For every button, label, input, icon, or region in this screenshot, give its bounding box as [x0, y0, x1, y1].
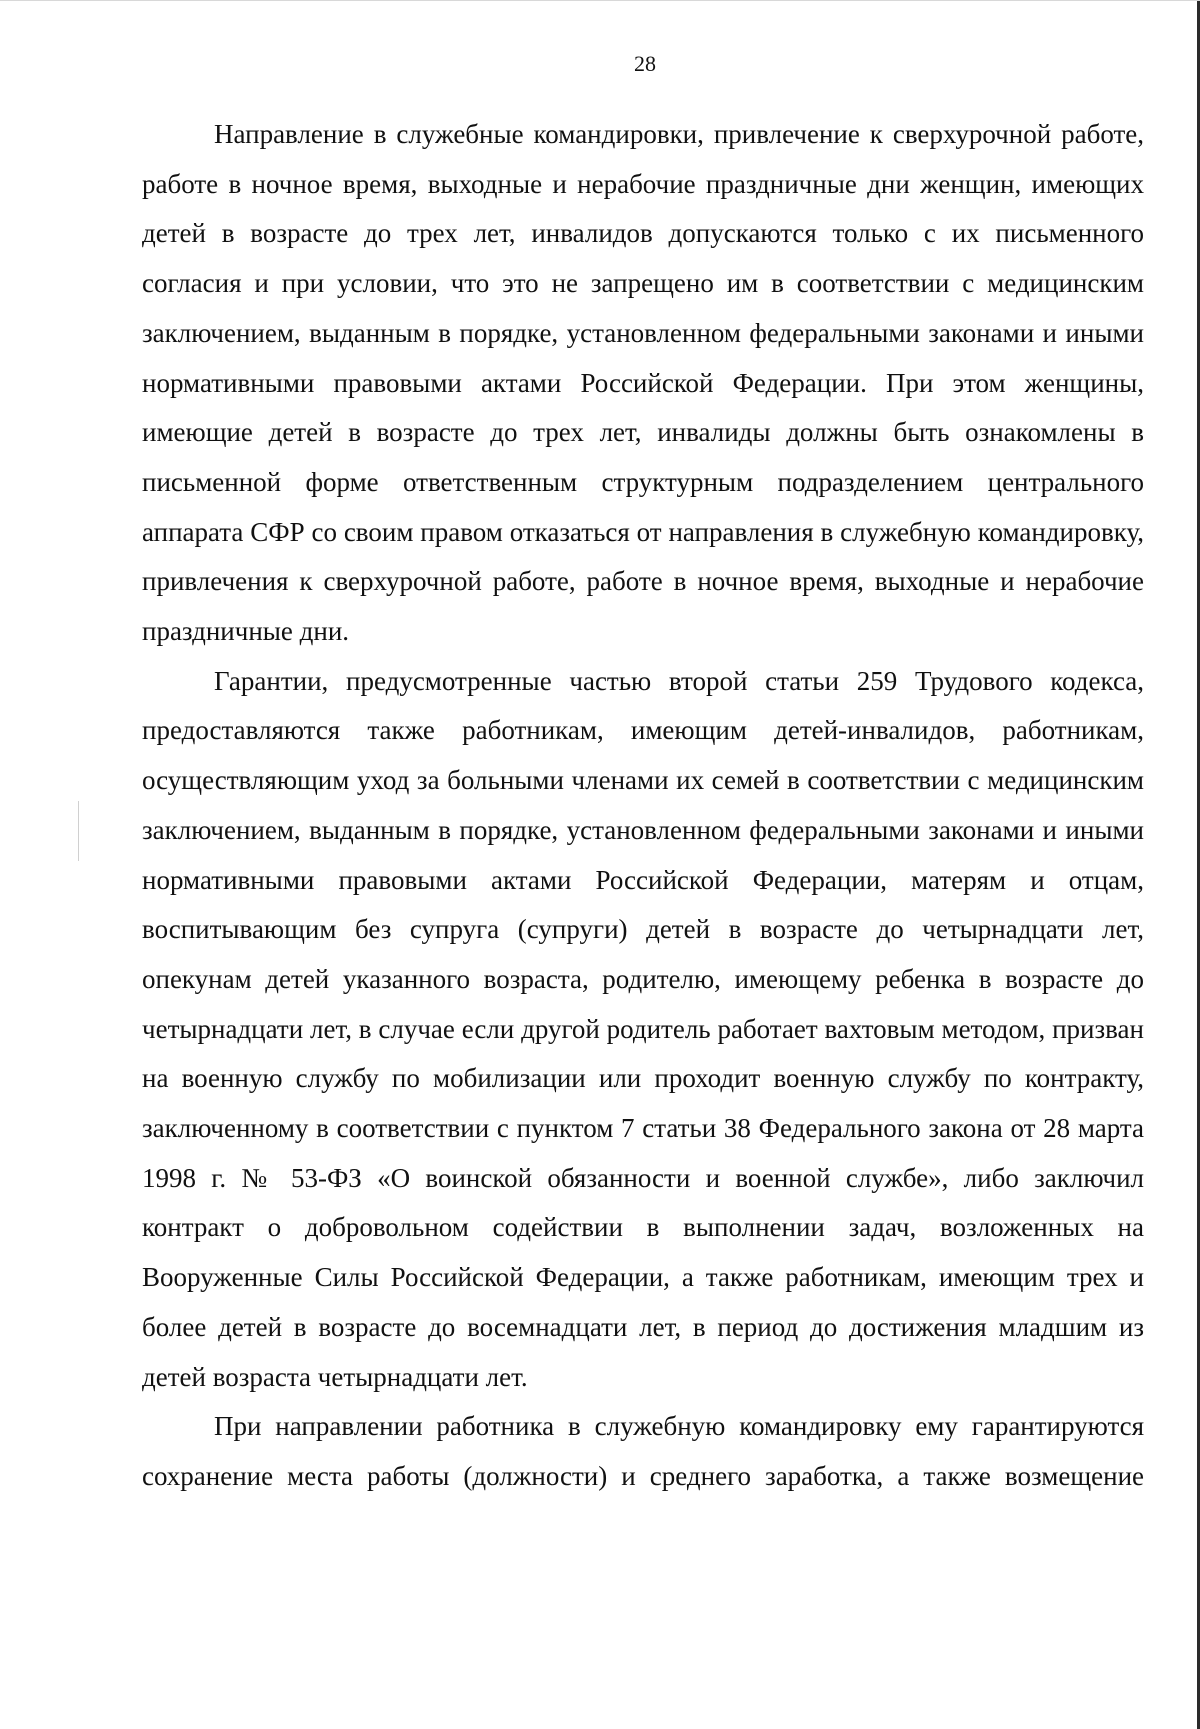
document-body: [142, 110, 1144, 1502]
paragraph-business-trips: Направление в служебные командировки, привлечение к сверхурочной работе, работе в ночное время, выходные и нерабочие праздничные дни женщин, имеющих детей в возрасте до трех лет, инвалидов допускаются только с их письменного согласия и при условии, что это не запрещено им в соответствии с медицинским заключением, выданным в порядке, установленном федеральными законами и иными нормативными правовыми актами Российской Федерации. При этом женщины, имеющие детей в возрасте до трех лет, инвалиды должны быть ознакомлены в письменной форме ответственным структурным подразделением центрального аппарата СФР со своим правом отказаться от направления в служебную командировку, привлечения к сверхурочной работе, работе в ночное время, выходные и нерабочие праздничные дни.: [142, 119, 1144, 647]
paragraph-guarantees: Гарантии, предусмотренные частью второй статьи 259 Трудового кодекса, предоставляются также работникам, имеющим детей-инвалидов, работникам, осуществляющим уход за больными членами их семей в соответствии с медицинским заключением, выданным в порядке, установленном федеральными законами и иными нормативными правовыми актами Российской Федерации, матерям и отцам, воспитывающим без супруга (супруги) детей в возрасте до четырнадцати лет, опекунам детей указанного возраста, родителю, имеющему ребенка в возрасте до четырнадцати лет, в случае если другой родитель работает вахтовым методом, призван на военную службу по мобилизации или проходит военную службу по контракту, заключенному в соответствии с пунктом 7 статьи 38 Федерального закона от 28 марта 1998 г. № 53-ФЗ «О воинской обязанности и военной службе», либо заключил контракт о добровольном содействии в выполнении задач, возложенных на Вооруженные Силы Российской Федерации, а также работникам, имеющим трех и более детей в возрасте до восемнадцати лет, в период до достижения младшим из детей возраста четырнадцати лет.: [142, 665, 1144, 1392]
paragraph-trip-guarantees: При направлении работника в служебную командировку ему гарантируются сохранение места работы (должности) и среднего заработка, а также возмещение: [142, 1411, 1144, 1491]
page-number: 28: [634, 51, 656, 76]
scan-artifact: [78, 801, 79, 861]
